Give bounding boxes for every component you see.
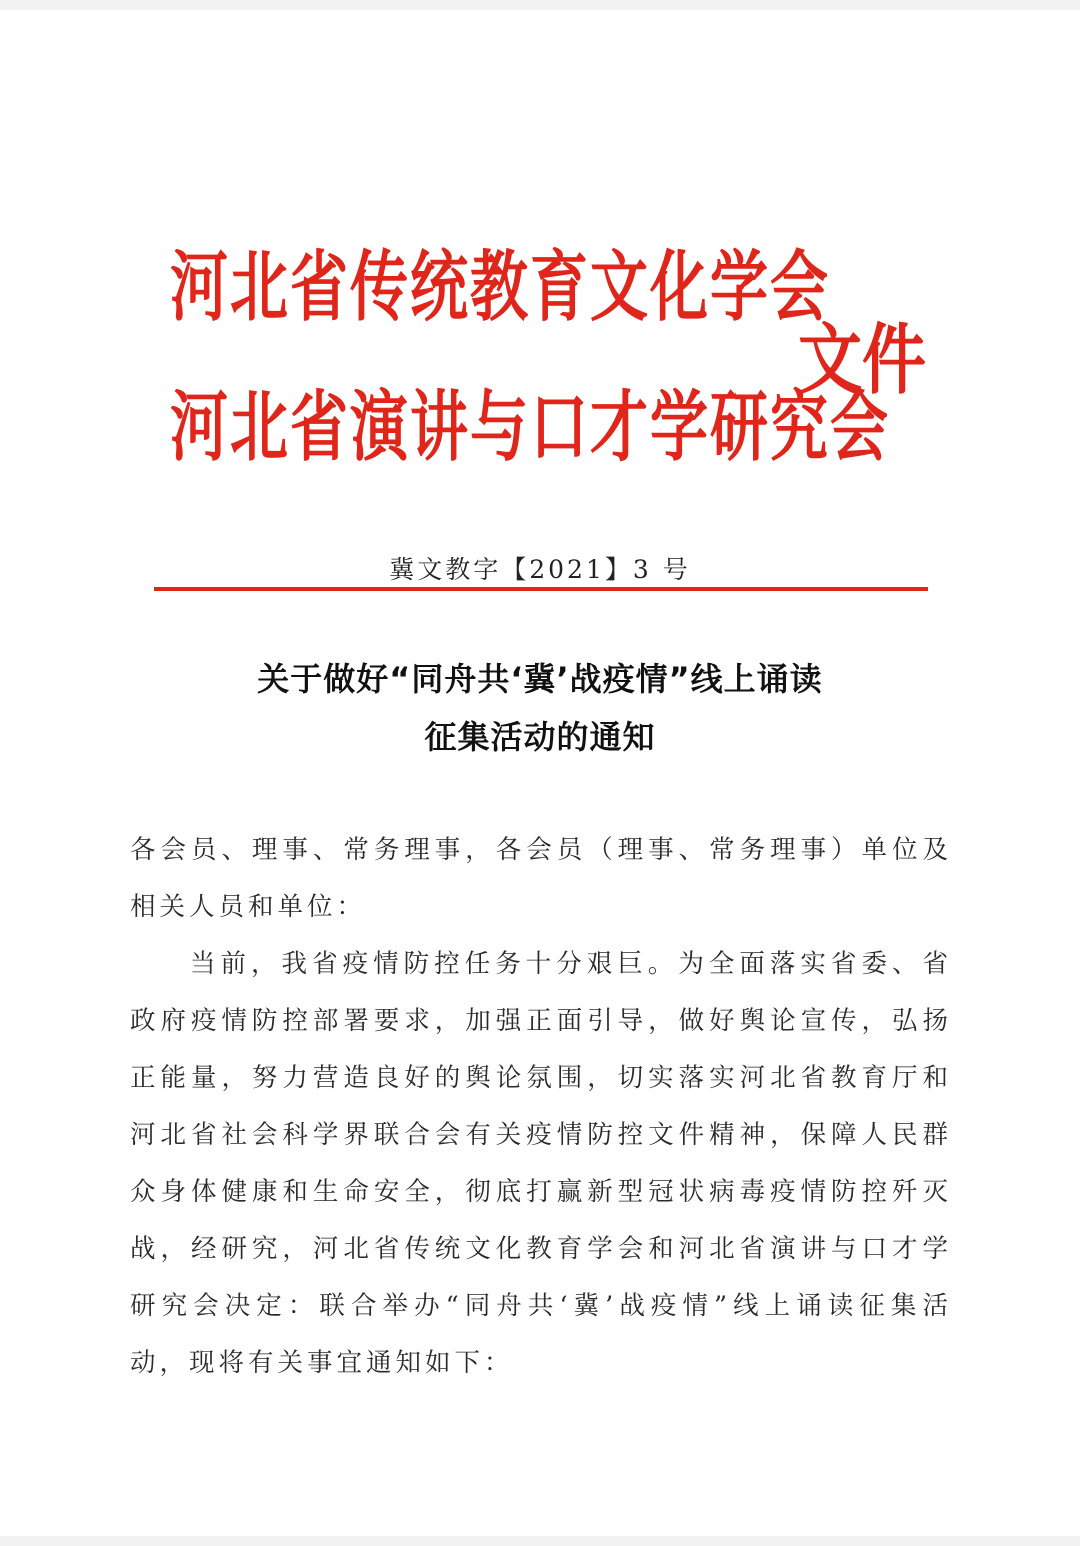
issuing-org-2: 河北省演讲与口才学研究会 xyxy=(170,382,891,472)
document-page xyxy=(0,10,1080,1536)
red-header xyxy=(170,225,926,472)
body-paragraph: 当前，我省疫情防控任务十分艰巨。为全面落实省委、省政府疫情防控部署要求，加强正面引导，做好舆论宣传，弘扬正能量，努力营造良好的舆论氛围，切实落实河北省教育厅和河北省社会科学界联合会有关疫情防控文件精神，保障人民群众身体健康和生命安全，彻底打赢新型冠状病毒疫情防控歼灭战，经研究，河北省传统文化教育学会和河北省演讲与口才学研究会决定：联合举办“同舟共‘冀’战疫情”线上诵读征集活动，现将有关事宜通知如下： xyxy=(130,949,952,1378)
notice-title-line-1: 关于做好“同舟共‘冀’战疫情”线上诵读 xyxy=(257,660,823,698)
notice-body xyxy=(130,822,952,1392)
document-number: 冀文教字【2021】3 号 xyxy=(389,555,691,584)
salutation: 各会员、理事、常务理事，各会员（理事、常务理事）单位及相关人员和单位： xyxy=(130,835,952,922)
red-divider xyxy=(154,587,928,591)
issuing-org-1: 河北省传统教育文化学会 xyxy=(170,242,831,332)
document-label: 文件 xyxy=(798,317,926,406)
notice-title-line-2: 征集活动的通知 xyxy=(424,718,656,756)
